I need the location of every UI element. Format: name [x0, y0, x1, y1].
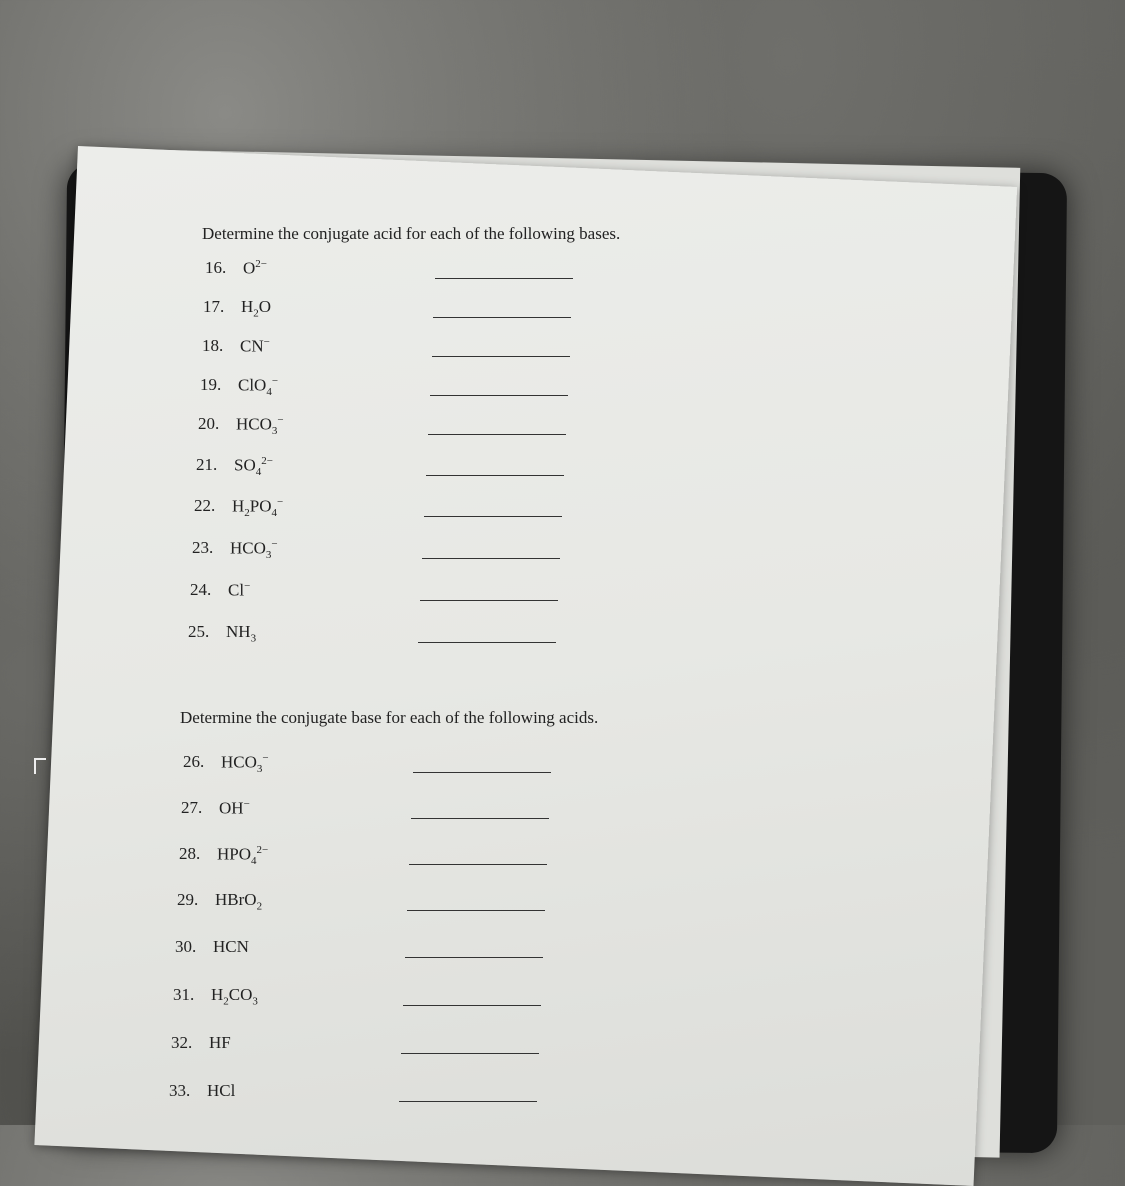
- question-number: 33.: [169, 1081, 191, 1100]
- question-number: 28.: [179, 844, 201, 863]
- answer-blank[interactable]: [401, 1053, 539, 1054]
- question-row: [194, 496, 654, 520]
- answer-blank[interactable]: [428, 434, 566, 435]
- question-row: [179, 844, 639, 868]
- answer-blank[interactable]: [418, 642, 556, 643]
- chemical-formula: $H_2PO_4^-$: [232, 496, 284, 520]
- question-number: 29.: [177, 890, 199, 909]
- answer-blank[interactable]: [399, 1101, 537, 1102]
- question-row: [190, 580, 650, 604]
- question-row: [171, 1033, 631, 1057]
- question-number: 22.: [194, 496, 216, 515]
- chemical-formula: $HPO_4^{2-}$: [217, 844, 269, 868]
- question-row: [205, 258, 665, 282]
- chemical-formula: $HCO_3^-$: [230, 538, 278, 562]
- question-number: 26.: [183, 752, 205, 771]
- chemical-formula: $H_2CO_3$: [211, 985, 258, 1008]
- answer-blank[interactable]: [435, 278, 573, 279]
- question-number: 31.: [173, 985, 195, 1004]
- edge-mark: [34, 758, 46, 774]
- chemical-formula: CN−: [240, 336, 270, 356]
- section-heading: Determine the conjugate base for each of the following acids.: [180, 708, 599, 727]
- question-row: [183, 752, 643, 776]
- question-number: 23.: [192, 538, 214, 557]
- answer-blank[interactable]: [411, 818, 549, 819]
- chemical-formula: HCN: [213, 937, 249, 956]
- answer-blank[interactable]: [405, 957, 543, 958]
- question-number: 27.: [181, 798, 203, 817]
- chemical-formula: HF: [209, 1033, 231, 1052]
- answer-blank[interactable]: [420, 600, 558, 601]
- question-row: [173, 985, 633, 1009]
- answer-blank[interactable]: [426, 475, 564, 476]
- section-heading: Determine the conjugate acid for each of the following bases.: [202, 224, 621, 243]
- chemical-formula: $HCO_3^-$: [236, 414, 284, 438]
- chemical-formula: $O^{2-}$: [243, 258, 267, 278]
- chemical-formula: $HCO_3^-$: [221, 752, 269, 776]
- answer-blank[interactable]: [433, 317, 571, 318]
- question-row: [175, 937, 635, 961]
- answer-blank[interactable]: [432, 356, 570, 357]
- chemical-formula: ClO$_4$−: [238, 375, 279, 399]
- question-row: [200, 375, 660, 399]
- question-number: 18.: [202, 336, 224, 355]
- question-number: 21.: [196, 455, 218, 474]
- answer-blank[interactable]: [422, 558, 560, 559]
- question-number: 24.: [190, 580, 212, 599]
- chemical-formula: HCl: [207, 1081, 236, 1100]
- answer-blank[interactable]: [430, 395, 568, 396]
- question-row: [198, 414, 658, 438]
- chemical-formula: $NH_3$: [226, 622, 257, 645]
- question-number: 30.: [175, 937, 197, 956]
- question-number: 32.: [171, 1033, 193, 1052]
- answer-blank[interactable]: [407, 910, 545, 911]
- bleed-through-text: [634, 260, 1004, 276]
- question-number: 20.: [198, 414, 220, 433]
- question-row: [177, 890, 637, 914]
- question-row: [203, 297, 663, 321]
- chemical-formula: $H_2O$: [241, 297, 272, 320]
- answer-blank[interactable]: [403, 1005, 541, 1006]
- question-number: 17.: [203, 297, 225, 316]
- answer-blank[interactable]: [424, 516, 562, 517]
- question-row: [169, 1081, 629, 1105]
- question-number: 25.: [188, 622, 210, 641]
- chemical-formula: $SO_4^{2-}$: [234, 455, 273, 479]
- chemical-formula: Cl−: [228, 580, 251, 600]
- question-row: [202, 336, 662, 360]
- question-number: 16.: [205, 258, 227, 277]
- answer-blank[interactable]: [409, 864, 547, 865]
- question-row: [181, 798, 641, 822]
- question-row: [196, 455, 656, 479]
- answer-blank[interactable]: [413, 772, 551, 773]
- question-number: 19.: [200, 375, 222, 394]
- question-row: [188, 622, 648, 646]
- question-row: [192, 538, 652, 562]
- chemical-formula: HBrO$_2$: [215, 890, 263, 913]
- chemical-formula: OH−: [219, 798, 250, 818]
